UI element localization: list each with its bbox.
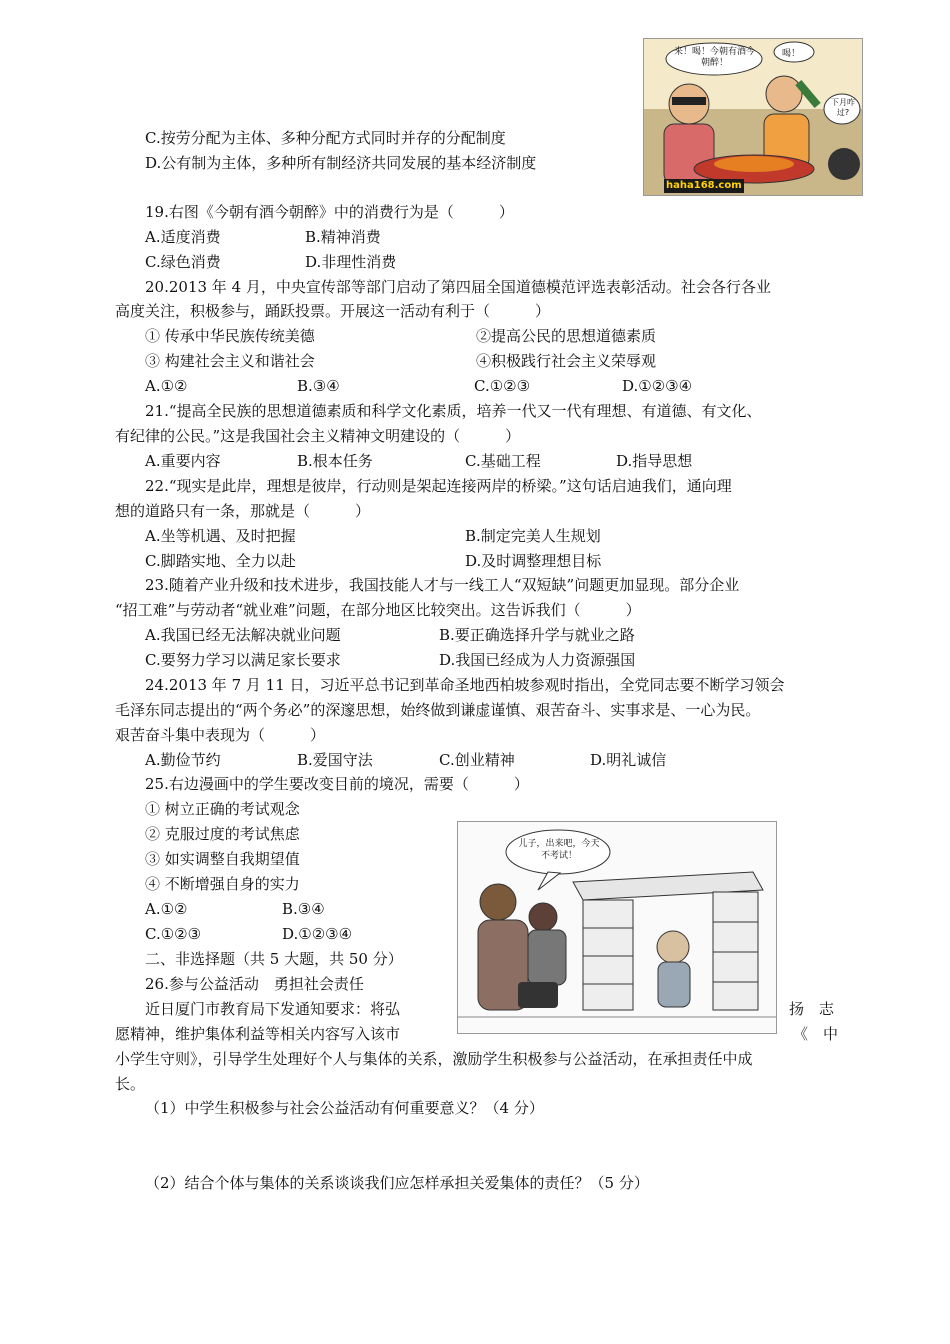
q21-option-d: D.指导思想 [616, 452, 693, 470]
q20-statement-1: ① 传承中华民族传统美德 [145, 327, 315, 345]
q19-option-a: A.适度消费 [145, 228, 221, 246]
q26-title: 26.参与公益活动 勇担社会责任 [145, 975, 364, 993]
q26-paragraph-line2: 愿精神，维护集体利益等相关内容写入该市 [115, 1025, 401, 1043]
q20-option-c: C.①②③ [474, 377, 531, 395]
q20-stem-line2: 高度关注，积极参与，踊跃投票。开展这一活动有利于（ ） [115, 302, 551, 320]
q20-stem-line1: 20.2013 年 4 月，中央宣传部等部门启动了第四届全国道德模范评选表彰活动。社会各行各业 [145, 278, 771, 296]
q21-stem-line2: 有纪律的公民。”这是我国社会主义精神文明建设的（ ） [115, 427, 521, 445]
option-c-line: C.按劳分配为主体、多种分配方式同时并存的分配制度 [145, 129, 506, 147]
q25-statement-1: ① 树立正确的考试观念 [145, 800, 300, 818]
q26-subquestion-1: （1）中学生积极参与社会公益活动有何重要意义？（4 分） [145, 1099, 544, 1117]
q25-statement-3: ③ 如实调整自我期望值 [145, 850, 300, 868]
q25-statement-4: ④ 不断增强自身的实力 [145, 875, 300, 893]
option-d-line: D.公有制为主体，多种所有制经济共同发展的基本经济制度 [145, 154, 537, 172]
q24-option-c: C.创业精神 [439, 751, 515, 769]
q23-stem-line2: “招工难”与劳动者“就业难”问题，在部分地区比较突出。这告诉我们（ ） [115, 601, 641, 619]
q25-option-c: C.①②③ [145, 925, 202, 943]
q20-option-a: A.①② [145, 377, 188, 395]
cartoon-bubble-drink: 喝！ [782, 49, 801, 59]
q24-stem-line3: 艰苦奋斗集中表现为（ ） [115, 726, 326, 744]
q25-option-a: A.①② [145, 900, 188, 918]
q22-option-c: C.脚踏实地、全力以赴 [145, 552, 296, 570]
q26-subquestion-2: （2）结合个体与集体的关系谈谈我们应怎样承担关爱集体的责任？（5 分） [145, 1174, 649, 1192]
q24-stem-line1: 24.2013 年 7 月 11 日，习近平总书记到革命圣地西柏坡参观时指出，全党同志要不断学习领会 [145, 676, 785, 694]
q26-paragraph-line3: 小学生守则》，引导学生处理好个人与集体的关系，激励学生积极参与公益活动，在承担责任中成 [115, 1050, 753, 1068]
q26-paragraph-line2-end: 《 中 [793, 1025, 839, 1043]
q25-stem: 25.右边漫画中的学生要改变目前的境况，需要（ ） [145, 775, 529, 793]
q20-statement-4: ④积极践行社会主义荣辱观 [476, 352, 657, 370]
cartoon-bubble-no-exam: 儿子，出来吧，今天不考试！ [518, 839, 600, 861]
q26-paragraph-line1: 近日厦门市教育局下发通知要求：将弘 [145, 1000, 401, 1018]
q19-option-c: C.绿色消费 [145, 253, 221, 271]
cartoon-watermark: haha168.com [666, 180, 742, 191]
q22-option-a: A.坐等机遇、及时把握 [145, 527, 296, 545]
q22-option-d: D.及时调整理想目标 [465, 552, 602, 570]
exam-anxiety-cartoon-illustration [458, 822, 776, 1033]
q19-stem: 19.右图《今朝有酒今朝醉》中的消费行为是（ ） [145, 203, 514, 221]
section-2-heading: 二、非选择题（共 5 大题，共 50 分） [145, 950, 403, 968]
q24-option-b: B.爱国守法 [297, 751, 373, 769]
q23-option-b: B.要正确选择升学与就业之路 [439, 626, 635, 644]
q22-option-b: B.制定完美人生规划 [465, 527, 601, 545]
q20-option-b: B.③④ [297, 377, 340, 395]
q20-option-d: D.①②③④ [622, 377, 693, 395]
q21-stem-line1: 21.“提高全民族的思想道德素质和科学文化素质，培养一代又一代有理想、有道德、有文化、 [145, 402, 762, 420]
q19-option-b: B.精神消费 [305, 228, 381, 246]
q20-statement-3: ③ 构建社会主义和谐社会 [145, 352, 315, 370]
q21-option-b: B.根本任务 [297, 452, 373, 470]
q24-option-d: D.明礼诚信 [590, 751, 667, 769]
q26-paragraph-line4: 长。 [115, 1075, 146, 1093]
q22-stem-line1: 22.“现实是此岸，理想是彼岸，行动则是架起连接两岸的桥梁。”这句话启迪我们，通向理 [145, 477, 732, 495]
q21-option-a: A.重要内容 [145, 452, 221, 470]
q22-stem-line2: 想的道路只有一条，那就是（ ） [115, 502, 371, 520]
q23-stem-line1: 23.随着产业升级和技术进步，我国技能人才与一线工人“双短缺”问题更加显现。部分企业 [145, 576, 740, 594]
q23-option-c: C.要努力学习以满足家长要求 [145, 651, 341, 669]
q25-option-b: B.③④ [282, 900, 325, 918]
q25-statement-2: ② 克服过度的考试焦虑 [145, 825, 300, 843]
q23-option-a: A.我国已经无法解决就业问题 [145, 626, 341, 644]
q26-paragraph-line1-end: 扬 志 [789, 1000, 835, 1018]
drinking-cartoon [643, 38, 863, 196]
cartoon-bubble-next-month: 下月咋过? [831, 98, 855, 117]
q23-option-d: D.我国已经成为人力资源强国 [439, 651, 636, 669]
cartoon-bubble-main: 来！喝！今朝有酒今朝醉！ [673, 47, 755, 68]
q20-statement-2: ②提高公民的思想道德素质 [476, 327, 657, 345]
q25-option-d: D.①②③④ [282, 925, 353, 943]
q19-option-d: D.非理性消费 [305, 253, 397, 271]
q21-option-c: C.基础工程 [465, 452, 541, 470]
q24-stem-line2: 毛泽东同志提出的“两个务必”的深邃思想，始终做到谦虚谨慎、艰苦奋斗、实事求是、一心为民。 [115, 701, 761, 719]
exam-anxiety-cartoon [457, 821, 777, 1034]
q24-option-a: A.勤俭节约 [145, 751, 221, 769]
